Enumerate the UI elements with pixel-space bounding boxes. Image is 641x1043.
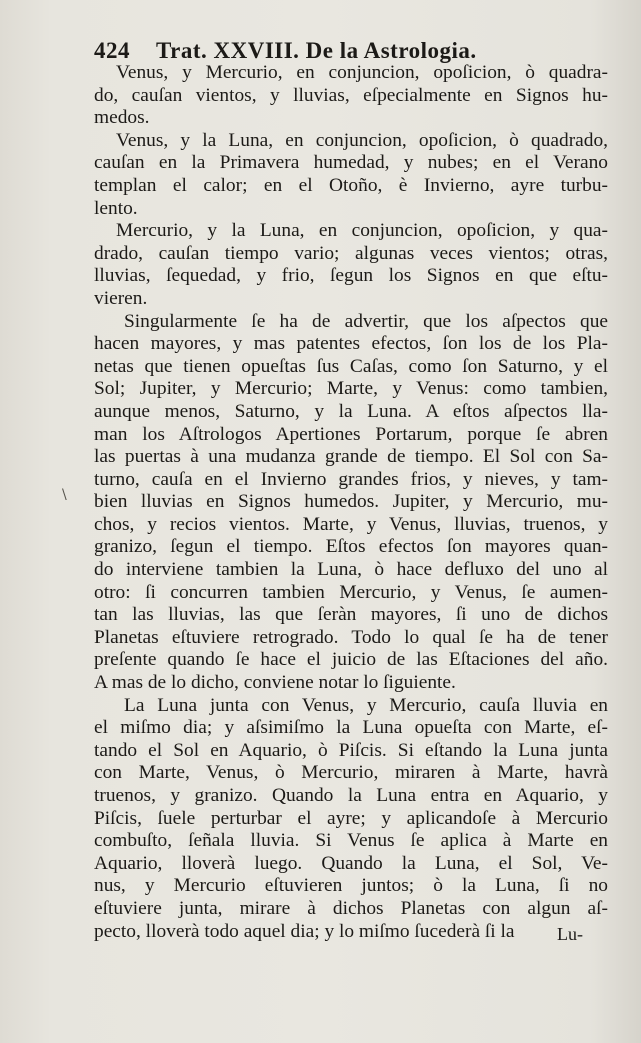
paragraph — [94, 220, 608, 310]
paragraph — [94, 311, 608, 695]
text-line: netas que tienen opueſtas ſus Caſas, como ſon Saturno, y el — [94, 355, 608, 377]
text-line: lluvias, ſequedad, y frio, ſegun los Signos en que eſtu- — [94, 265, 608, 287]
text-line: A mas de lo dicho, conviene notar lo ſiguiente. — [94, 672, 456, 694]
catchword: Lu- — [557, 924, 583, 944]
running-title: Trat. XXVIII. De la Astrologia. — [156, 38, 477, 63]
text-line: Venus, y Mercurio, en conjuncion, opoſicion, ò quadra- — [116, 62, 608, 83]
text-line: do, cauſan vientos, y lluvias, eſpecialmente en Signos hu- — [94, 84, 608, 106]
text-line: eſtuviere junta, mirare à dichos Planetas con algun aſ- — [94, 897, 608, 919]
text-line: truenos, y granizo. Quando la Luna entra en Aquario, y — [94, 785, 608, 806]
page-number: 424 — [94, 38, 130, 63]
text-line: vieren. — [94, 287, 148, 309]
text-line: nus, y Mercurio eſtuvieren juntos; ò la Luna, ſi no — [94, 875, 608, 897]
text-line: granizo, ſegun el tiempo. Eſtos efectos ſon mayores quan- — [94, 536, 608, 558]
text-line: Singularmente ſe ha de advertir, que los aſpectos que — [124, 310, 608, 332]
paragraph — [94, 62, 608, 130]
text-line: templan el calor; en el Otoño, è Invierno, ayre turbu- — [94, 174, 608, 196]
text-line: el miſmo dia; y aſsimiſmo la Luna opueſta con Marte, eſ- — [94, 717, 608, 739]
text-line: Aquario, lloverà luego. Quando la Luna, el Sol, Ve- — [94, 852, 608, 874]
text-line: chos, y recios vientos. Marte, y Venus, lluvias, truenos, y — [94, 513, 608, 535]
text-line: man los Aſtrologos Apertiones Portarum, porque ſe abren — [94, 423, 608, 445]
text-line: cauſan en la Primavera humedad, y nubes; en el Verano — [94, 152, 608, 174]
text-line: pecto, lloverà todo aquel dia; y lo miſmo ſucederà ſi la — [94, 920, 515, 942]
text-line: bien lluvias en Signos humedos. Jupiter, y Mercurio, mu- — [94, 491, 608, 513]
text-line: Planetas eſtuviere retrogrado. Todo lo qual ſe ha de tener — [94, 626, 608, 648]
text-line: Sol; Jupiter, y Mercurio; Marte, y Venus: como tambien, — [94, 378, 608, 400]
paragraph — [94, 130, 608, 220]
text-line: Piſcis, ſuele perturbar el ayre; y aplicandoſe à Mercurio — [94, 807, 608, 829]
text-line: preſente quando ſe hace el juicio de las Eſtaciones del año. — [94, 649, 608, 671]
text-line: lento. — [94, 197, 138, 219]
text-line: tando el Sol en Aquario, ò Piſcis. Si eſtando la Luna junta — [94, 739, 608, 761]
text-line: con Marte, Venus, ò Mercurio, miraren à Marte, havrà — [94, 762, 608, 784]
text-line: tan las lluvias, las que ſeràn mayores, ſi uno de dichos — [94, 604, 608, 626]
text-line: hacen mayores, y mas patentes efectos, ſon los de los Pla- — [94, 333, 608, 355]
text-line: turno, cauſa en el Invierno grandes frios, y nieves, y tam- — [94, 468, 608, 490]
text-line: las puertas à una mudanza grande de tiempo. El Sol con Sa- — [94, 446, 608, 468]
text-line: Mercurio, y la Luna, en conjuncion, opoſicion, y qua- — [116, 220, 608, 242]
text-line: medos. — [94, 107, 150, 129]
paragraph — [94, 695, 608, 944]
text-line: Venus, y la Luna, en conjuncion, opoſicion, ò quadrado, — [116, 129, 608, 151]
text-line: drado, cauſan tiempo vario; algunas veces vientos; otras, — [94, 242, 608, 264]
text-line: aunque menos, Saturno, y la Luna. A eſtos aſpectos lla- — [94, 400, 608, 422]
text-line: La Luna junta con Venus, y Mercurio, cauſa lluvia en — [124, 694, 608, 716]
text-line: otro: ſi concurren tambien Mercurio, y Venus, ſe aumen- — [94, 581, 608, 603]
margin-mark: \ — [62, 487, 67, 503]
text-line: do interviene tambien la Luna, ò hace defluxo del uno al — [94, 559, 608, 581]
text-line: combuſto, ſeñala lluvia. Si Venus ſe aplica à Marte en — [94, 830, 608, 852]
body-text — [94, 62, 608, 943]
